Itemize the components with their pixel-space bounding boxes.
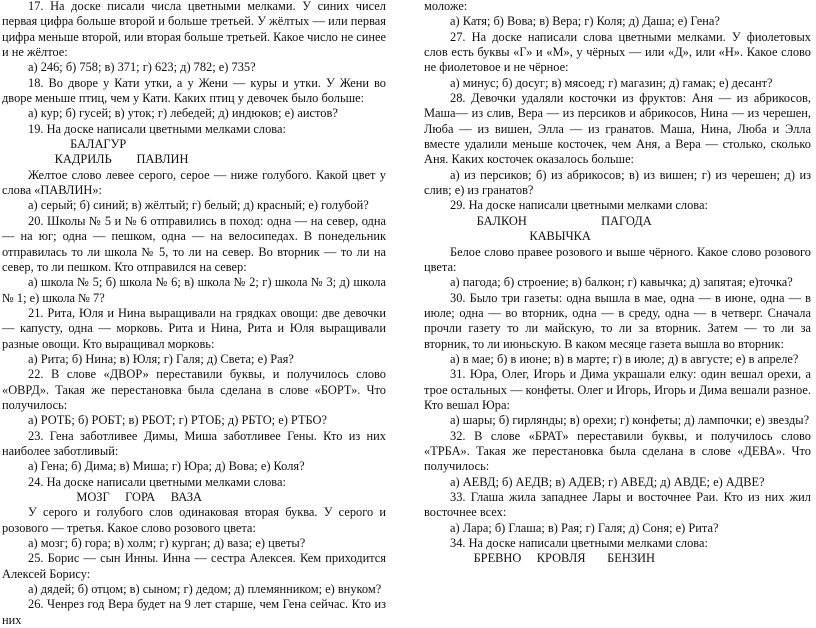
paragraph: У серого и голубого слов одинаковая вторая буква. У серого и розового — третья. Какое слово розового цвета: [2,505,386,535]
paragraph: а) АЕВД; б) АЕДВ; в) АДЕВ; г) АВЕД; д) АВДЕ; е) АДВЕ? [450,474,765,489]
paragraph: 31. Юра, Олег, Игорь и Дима украшали елку: один вешал орехи, а трое остальных — конфеты. Олег и Игорь, Игорь и Дима вешали разное. Кто вешал Юра: [424,367,811,412]
word-arrangement: БАЛКОН ПАГОДА [424,213,652,228]
paragraph: а) школа № 5; б) школа № 6; в) школа № 2; г) школа № 3; д) школа № 1; е) школа № 7? [2,275,386,305]
paragraph: 20. Школы № 5 и № 6 отправились в поход: одна — на север, одна — на юг; одна — пешком, одна — на велосипедах. В понедельник отправилась то ли школа № 5, то ли на север. Во вторник — то ли на север, то ли пешком. Кто отправился на север: [2,213,386,274]
paragraph: а) мозг; б) гора; в) холм; г) курган; д) ваза; е) цветы? [28,536,306,551]
paragraph: 18. Во дворе у Кати утки, а у Жени — куры и утки. У Жени во дворе меньше птиц, чем у Кати. Каких птиц у девочек было больше: [2,75,386,106]
paragraph: а) Лара; б) Глаша; в) Рая; г) Галя; д) Соня; е) Рита? [450,520,719,535]
paragraph: 27. На доске написали слова цветными мелками. У фиолетовых слов есть буквы «Г» и «М», у чёрных — или «Д», или «Н». Какое слово не фиолетовое и не чёрное: [424,29,811,75]
paragraph: а) пагода; б) строение; в) балкон; г) кавычка; д) запятая; е)точка? [450,275,793,290]
paragraph: 21. Рита, Юля и Нина выращивали на грядках овощи: две девочки — капусту, одна — морковь. Рита и Нина, Рита и Юля выращивали разные овощи. Кто выращивал морковь: [2,305,386,351]
paragraph: 28. Девочки удаляли косточки из фруктов: Аня — из абрикосов, Маша— из слив, Вера — из персиков и абрикосов, Нина — из черешен, Люба — из вишен, Элла — из гранатов. Маша, Нина, Люба и Элла вместе удалили меньше косточек, чем Аня, а Вера — столько, сколько Аня. Каких косточек оказалось больше: [424,91,811,167]
paragraph: 25. Борис — сын Инны. Инна — сестра Алексея. Кем приходится Алексей Борису: [2,551,386,581]
paragraph: 24. На доске написали цветными мелками слова: [28,474,286,489]
word-arrangement: БРЕВНО КРОВЛЯ БЕНЗИН [424,551,655,566]
word-arrangement: КАДРИЛЬ ПАВЛИН [2,152,189,167]
paragraph: 32. В слове «БРАТ» переставили буквы, и получилось слово «ТРБА». Такая же перестановка была сделана в слове «ДЕВА». Что получилось: [424,428,811,474]
paragraph: 29. На доске написали цветными мелками слова: [450,198,708,213]
paragraph: 30. Было три газеты: одна вышла в мае, одна — в июне, одна — в июле; одна — во вторник, одна — в среду, одна — в четверг. Сначала прочли газету то ли майскую, то ли за вторник. Затем — то ли за вторник, то ли июньскую. В каком месяце газета вышла во вторник: [424,290,811,351]
paragraph: 34. На доске написали цветными мелками слова: [450,536,708,551]
paragraph: а) кур; б) гусей; в) уток; г) лебедей; д) индюков; е) аистов? [28,106,338,121]
paragraph: а) дядей; б) отцом; в) сыном; г) дедом; д) племянником; е) внуком? [28,582,382,597]
paragraph: Белое слово правее розового и выше чёрного. Какое слово розового цвета: [424,244,811,274]
paragraph: 17. На доске писали числа цветными мелками. У синих чисел первая цифра больше второй и больше третьей. У жёлтых — или первая цифра меньше второй, или вторая больше третьей. Какое число не синее и не жёлтое: [2,0,386,60]
paragraph: а) из персиков; б) из абрикосов; в) из вишен; г) из черешен; д) из слив; е) из гранатов? [424,167,811,198]
paragraph: а) в мае; б) в июне; в) в марте; г) в июле; д) в августе; е) в апреле? [450,351,799,366]
left-column [2,0,386,627]
paragraph: а) РОТБ; б) РОБТ; в) РБОТ; г) РТОБ; д) РБТО; е) РТБО? [28,413,328,428]
paragraph: а) серый; б) синий; в) жёлтый; г) белый; д) красный; е) голубой? [28,198,369,213]
paragraph: 19. На доске написали цветными мелками слова: [28,121,286,136]
right-column [424,0,811,566]
word-arrangement: КАВЫЧКА [424,229,591,244]
paragraph: 33. Глаша жила западнее Лары и восточнее Раи. Кто из них жил восточнее всех: [424,490,811,520]
paragraph: 26. Ченрез год Вера будет на 9 лет старше, чем Гена сейчас. Кто из них [2,597,386,627]
paragraph: Желтое слово левее серого, серое — ниже голубого. Какой цвет у слова «ПАВЛИН»: [2,167,386,198]
paragraph: моложе: [424,0,468,13]
paragraph: а) Рита; б) Нина; в) Юля; г) Галя; д) Света; е) Рая? [28,351,294,366]
paragraph: 22. В слове «ДВОР» переставили буквы, и получилось слово «ОВРД». Такая же перестановка была сделана в слове «БОРТ». Что получилось: [2,367,386,412]
paragraph: 23. Гена заботливее Димы, Миша заботливее Гены. Кто из них наиболее заботливый: [2,428,386,458]
paragraph: а) Гена; б) Дима; в) Миша; г) Юра; д) Вова; е) Коля? [28,459,305,474]
word-arrangement: МОЗГ ГОРА ВАЗА [2,490,202,504]
word-arrangement: БАЛАГУР [2,137,127,152]
paragraph: а) минус; б) досуг; в) мясоед; г) магазин; д) гамак; е) десант? [450,75,773,90]
paragraph: а) 246; б) 758; в) 371; г) 623; д) 782; е) 735? [28,60,256,75]
paragraph: а) шары; б) гирлянды; в) орехи; г) конфеты; д) лампочки; е) звезды? [450,413,810,428]
paragraph: а) Катя; б) Вова; в) Вера; г) Коля; д) Даша; е) Гена? [450,14,720,29]
